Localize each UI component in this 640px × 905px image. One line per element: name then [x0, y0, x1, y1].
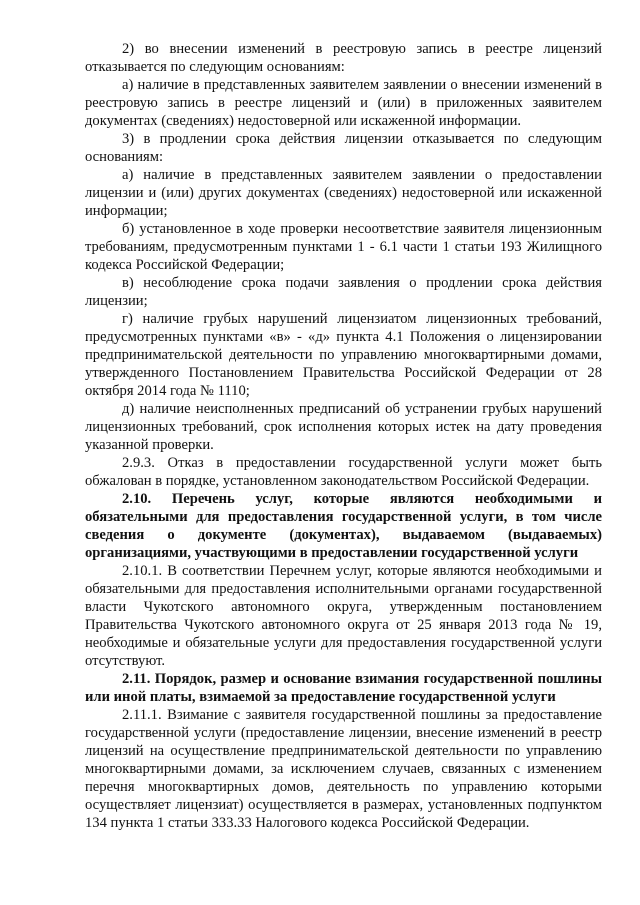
paragraph-2-10-1: 2.10.1. В соответствии Перечнем услуг, которые являются необходимыми и обязательными для предоставления исполнительными органами государственной власти Чукотского автономного округа, утвержденным постановлением Правительства Чукотского автономного округа от 25 января 2013 года № 19, необходимые и обязательные услуги для предоставления государственной услуги отсутствуют.	[85, 563, 602, 669]
paragraph-extension-ground-a: а) наличие в представленных заявителем заявлении о предоставлении лицензии и (или) других документах (сведениях) недостоверной или искаженной информации;	[85, 167, 602, 219]
section-heading-2-10: 2.10. Перечень услуг, которые являются необходимыми и обязательными для предоставления государственной услуги, в том числе сведения о документе (документах), выдаваемом (выдаваемых) организациями, участвующими в предоставлении государственной услуги	[85, 491, 602, 561]
paragraph-2-9-3: 2.9.3. Отказ в предоставлении государственной услуги может быть обжалован в порядке, установленном законодательством Российской Федерации.	[85, 455, 602, 489]
paragraph-extension-ground-c: в) несоблюдение срока подачи заявления о продлении срока действия лицензии;	[85, 275, 602, 309]
paragraph-refusal-extension: 3) в продлении срока действия лицензии отказывается по следующим основаниям:	[85, 131, 602, 165]
paragraph-extension-ground-e: д) наличие неисполненных предписаний об устранении грубых нарушений лицензионных требований, срок исполнения которых истек на дату проведения указанной проверки.	[85, 401, 602, 453]
paragraph-refusal-changes: 2) во внесении изменений в реестровую запись в реестре лицензий отказывается по следующим основаниям:	[85, 41, 602, 75]
section-heading-2-11: 2.11. Порядок, размер и основание взимания государственной пошлины или иной платы, взимаемой за предоставление государственной услуги	[85, 671, 602, 705]
paragraph-2-11-1: 2.11.1. Взимание с заявителя государственной пошлины за предоставление государственной услуги (предоставление лицензии, внесение изменений в реестр лицензий на осуществление предпринимательской деятельности по управлению многоквартирными домами, за исключением случаев, связанных с изменением перечня многоквартирных домов, деятельность по управлению которыми осуществляет лицензиат) осуществляется в размерах, установленных подпунктом 134 пункта 1 статьи 333.33 Налогового кодекса Российской Федерации.	[85, 707, 602, 831]
paragraph-changes-ground-a: а) наличие в представленных заявителем заявлении о внесении изменений в реестровую запись в реестре лицензий и (или) в приложенных заявителем документах (сведениях) недостоверной или искаженной информации.	[85, 77, 602, 129]
paragraph-extension-ground-b: б) установленное в ходе проверки несоответствие заявителя лицензионным требованиям, предусмотренным пунктами 1 - 6.1 части 1 статьи 193 Жилищного кодекса Российской Федерации;	[85, 221, 602, 273]
paragraph-extension-ground-d: г) наличие грубых нарушений лицензиатом лицензионных требований, предусмотренных пунктами «в» - «д» пункта 4.1 Положения о лицензировании предпринимательской деятельности по управлению многоквартирными домами, утвержденного Постановлением Правительства Российской Федерации от 28 октября 2014 года № 1110;	[85, 311, 602, 399]
